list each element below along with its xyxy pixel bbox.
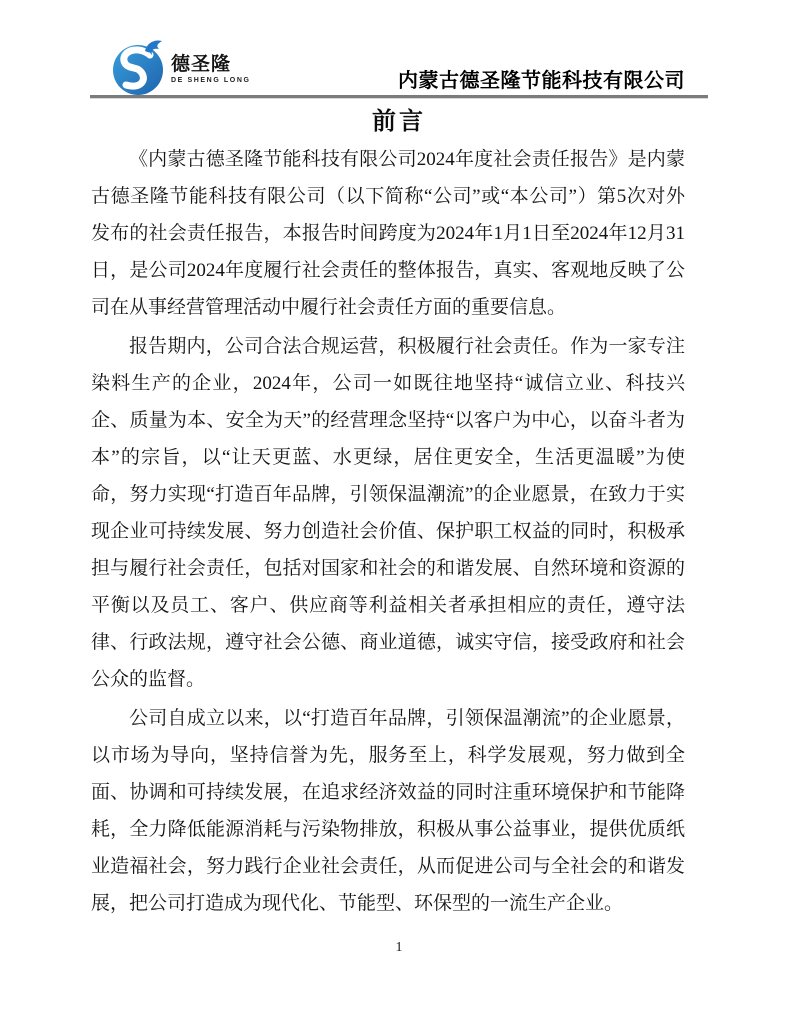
paragraph-2: 报告期内，公司合法合规运营，积极履行社会责任。作为一家专注染料生产的企业，2024年，公司一如既往地坚持“诚信立业、科技兴企、质量为本、安全为天”的经营理念坚持“以客户为中心，以奋斗者为本”的宗旨，以“让天更蓝、水更绿，居住更安全，生活更温暖”为使命，努力实现“打造百年品牌，引领保温潮流”的企业愿景，在致力于实现企业可持续发展、努力创造社会价值、保护职工权益的同时，积极承担与履行社会责任，包括对国家和社会的和谐发展、自然环境和资源的平衡以及员工、客户、供应商等利益相关者承担相应的责任，遵守法律、行政法规，遵守社会公德、商业道德，诚实守信，接受政府和社会公众的监督。: [91, 336, 685, 690]
paragraph-3: 公司自成立以来，以“打造百年品牌，引领保温潮流”的企业愿景，以市场为导向，坚持信誉为先，服务至上，科学发展观，努力做到全面、协调和可持续发展，在追求经济效益的同时注重环境保护和节能降耗，全力降低能源消耗与污染物排放，积极从事公益事业，提供优质纸业造福社会，努力践行企业社会责任，从而促进公司与全社会的和谐发展，把公司打造成为现代化、节能型、环保型的一流生产企业。: [91, 708, 685, 914]
header-divider: [90, 95, 708, 99]
logo-name-cn: 德圣隆: [171, 54, 232, 75]
company-name: 内蒙古德圣隆节能科技有限公司: [398, 70, 685, 92]
logo-name-en: DE SHENG LONG: [171, 77, 251, 84]
document-body: [91, 141, 685, 924]
page-number: 1: [395, 940, 403, 955]
paragraph-1: 《内蒙古德圣隆节能科技有限公司2024年度社会责任报告》是内蒙古德圣隆节能科技有限公司（以下简称“公司”或“本公司”）第5次对外发布的社会责任报告，本报告时间跨度为2024年1月1日至2024年12月31日，是公司2024年度履行社会责任的整体报告，真实、客观地反映了公司在从事经营管理活动中履行社会责任方面的重要信息。: [91, 149, 685, 318]
page-title: 前言: [372, 109, 426, 135]
